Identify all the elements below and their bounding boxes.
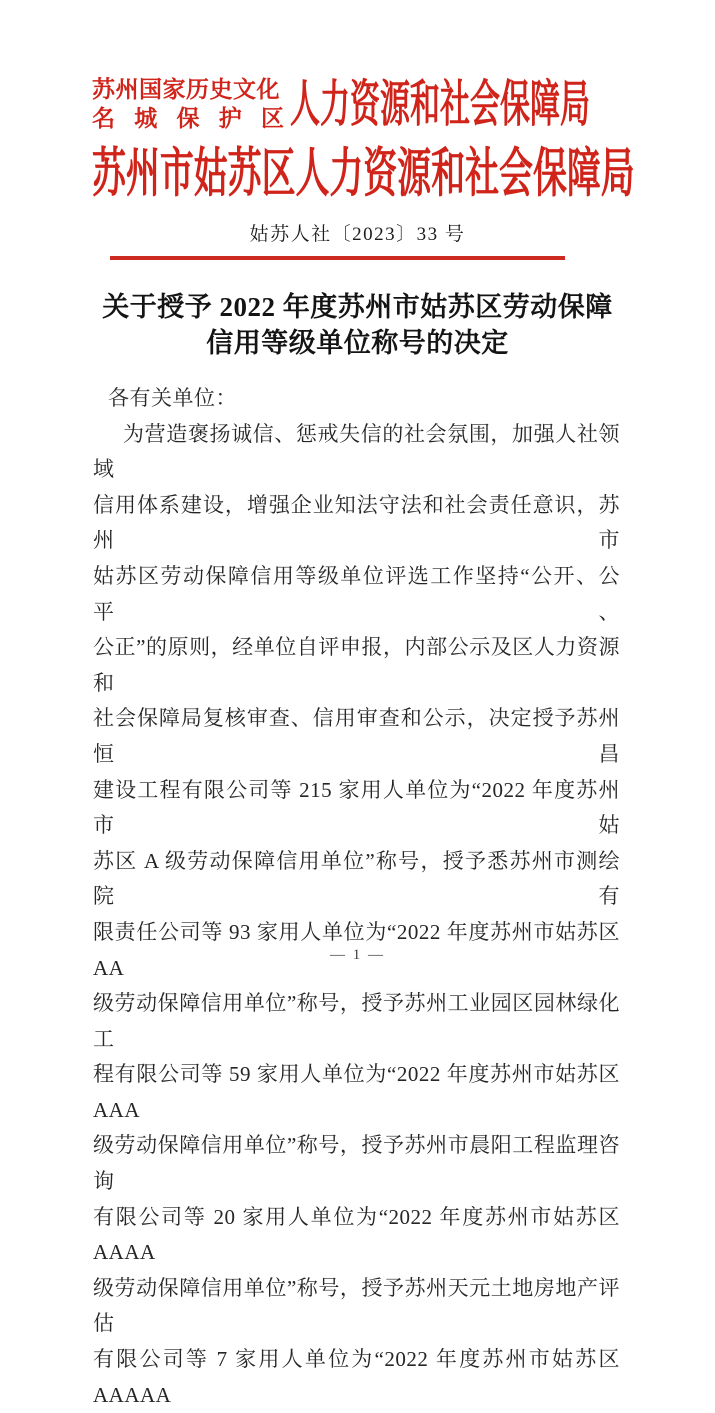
org-big-line2: 苏州市姑苏区人力资源和社会保障局 bbox=[92, 145, 635, 203]
org-small-line1: 苏州国家历史文化 bbox=[92, 77, 280, 102]
letterhead bbox=[92, 72, 652, 203]
org-big-line1: 人力资源和社会保障局 bbox=[290, 76, 590, 132]
body-line: 建设工程有限公司等 215 家用人单位为“2022 年度苏州市姑 bbox=[93, 777, 620, 838]
body-line: 级劳动保障信用单位”称号，授予苏州市晨阳工程监理咨询 bbox=[93, 1133, 620, 1194]
body-line: 有限公司等 7 家用人单位为“2022 年度苏州市姑苏区 AAAAA bbox=[93, 1347, 620, 1407]
letterhead-row1 bbox=[92, 72, 652, 136]
red-divider-rule bbox=[110, 256, 565, 260]
body-line: 社会保障局复核审查、信用审查和公示，决定授予苏州恒昌 bbox=[93, 706, 620, 766]
body-line: 公正”的原则，经单位自评申报，内部公示及区人力资源和 bbox=[93, 635, 620, 695]
body-line: 信用体系建设，增强企业知法守法和社会责任意识，苏州市 bbox=[93, 492, 620, 553]
body-line: 姑苏区劳动保障信用等级单位评选工作坚持“公开、公平、 bbox=[93, 563, 620, 624]
body-line: 限责任公司等 93 家用人单位为“2022 年度苏州市姑苏区 AA bbox=[93, 919, 620, 980]
body-line: 级劳动保障信用单位”称号，授予苏州工业园区园林绿化工 bbox=[93, 991, 620, 1051]
page-number: — 1 — bbox=[330, 947, 385, 963]
body-line: 程有限公司等 59 家用人单位为“2022 年度苏州市姑苏区 AAA bbox=[93, 1062, 620, 1122]
document-number: 姑苏人社〔2023〕33 号 bbox=[249, 224, 466, 245]
document-title bbox=[0, 289, 715, 361]
body-line: 有限公司等 20 家用人单位为“2022 年度苏州市姑苏区 AAAA bbox=[93, 1204, 620, 1265]
document-title-line2: 信用等级单位称号的决定 bbox=[206, 328, 509, 358]
body-line: 级劳动保障信用单位”称号，授予苏州天元土地房地产评估 bbox=[93, 1275, 620, 1336]
org-small-line2: 名城保护区 bbox=[92, 106, 284, 131]
body-line: 为营造褒扬诚信、惩戒失信的社会氛围，加强人社领域 bbox=[93, 421, 620, 482]
salutation: 各有关单位： bbox=[108, 386, 237, 410]
document-body bbox=[93, 381, 620, 1413]
org-name-small-block bbox=[92, 75, 290, 133]
document-title-line1: 关于授予 2022 年度苏州市姑苏区劳动保障 bbox=[102, 292, 613, 322]
body-line: 苏区 A 级劳动保障信用单位”称号，授予悉苏州市测绘院有 bbox=[93, 848, 620, 909]
